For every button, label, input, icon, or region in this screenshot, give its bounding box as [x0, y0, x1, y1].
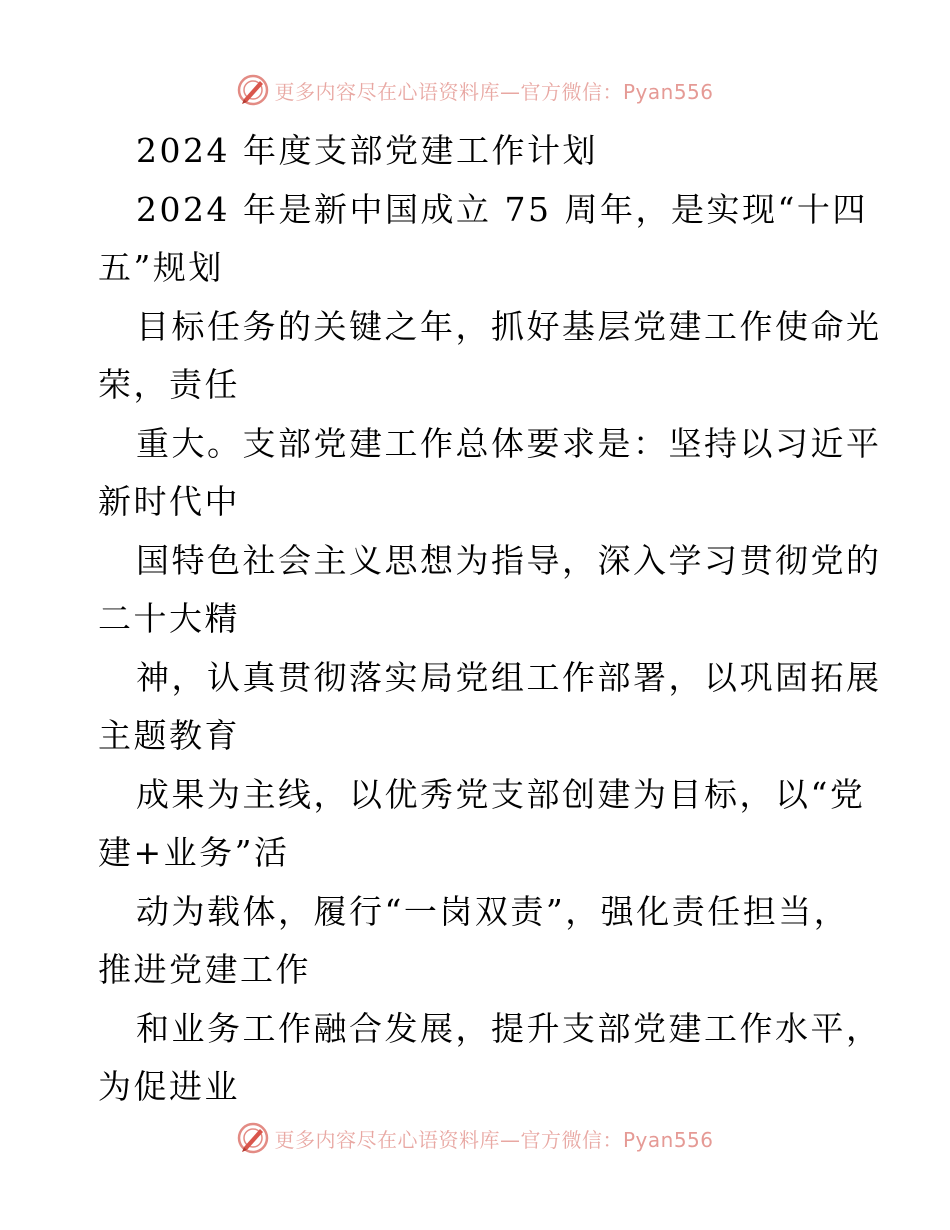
text-line: 主题教育: [98, 716, 240, 755]
text-line: 国特色社会主义思想为指导，深入学习贯彻党的: [136, 540, 882, 580]
text-line: 荣，责任: [98, 365, 240, 404]
text-line: 新时代中: [98, 482, 240, 521]
text-line: 重大。支部党建工作总体要求是：坚持以习近平: [136, 423, 882, 463]
footer-watermark: [0, 1118, 950, 1158]
text-line: 建+业务”活: [98, 833, 290, 872]
text-line: 推进党建工作: [98, 950, 311, 989]
document-title: 2024 年度支部党建工作计划: [136, 131, 598, 170]
watermark-text: 更多内容尽在心语资料库—官方微信：Pyan556: [274, 79, 714, 104]
text-line: 和业务工作融合发展，提升支部党建工作水平，: [136, 1008, 882, 1048]
watermark-text: 更多内容尽在心语资料库—官方微信：Pyan556: [274, 1127, 714, 1152]
text-line: 目标任务的关键之年，抓好基层党建工作使命光: [136, 306, 882, 346]
text-line: 神，认真贯彻落实局党组工作部署，以巩固拓展: [136, 657, 882, 697]
document-body: [98, 122, 882, 1117]
text-line: 二十大精: [98, 599, 240, 638]
text-line: 动为载体，履行“一岗双责”，强化责任担当，: [136, 891, 850, 931]
text-line: 五”规划: [98, 248, 224, 287]
header-watermark: [0, 70, 950, 110]
pen-logo-icon: [236, 1121, 270, 1155]
text-line: 成果为主线，以优秀党支部创建为目标，以“党: [136, 774, 866, 814]
pen-logo-icon: [236, 73, 270, 107]
text-line: 为促进业: [98, 1067, 240, 1106]
text-line: 2024 年是新中国成立 75 周年，是实现“十四: [136, 189, 868, 229]
